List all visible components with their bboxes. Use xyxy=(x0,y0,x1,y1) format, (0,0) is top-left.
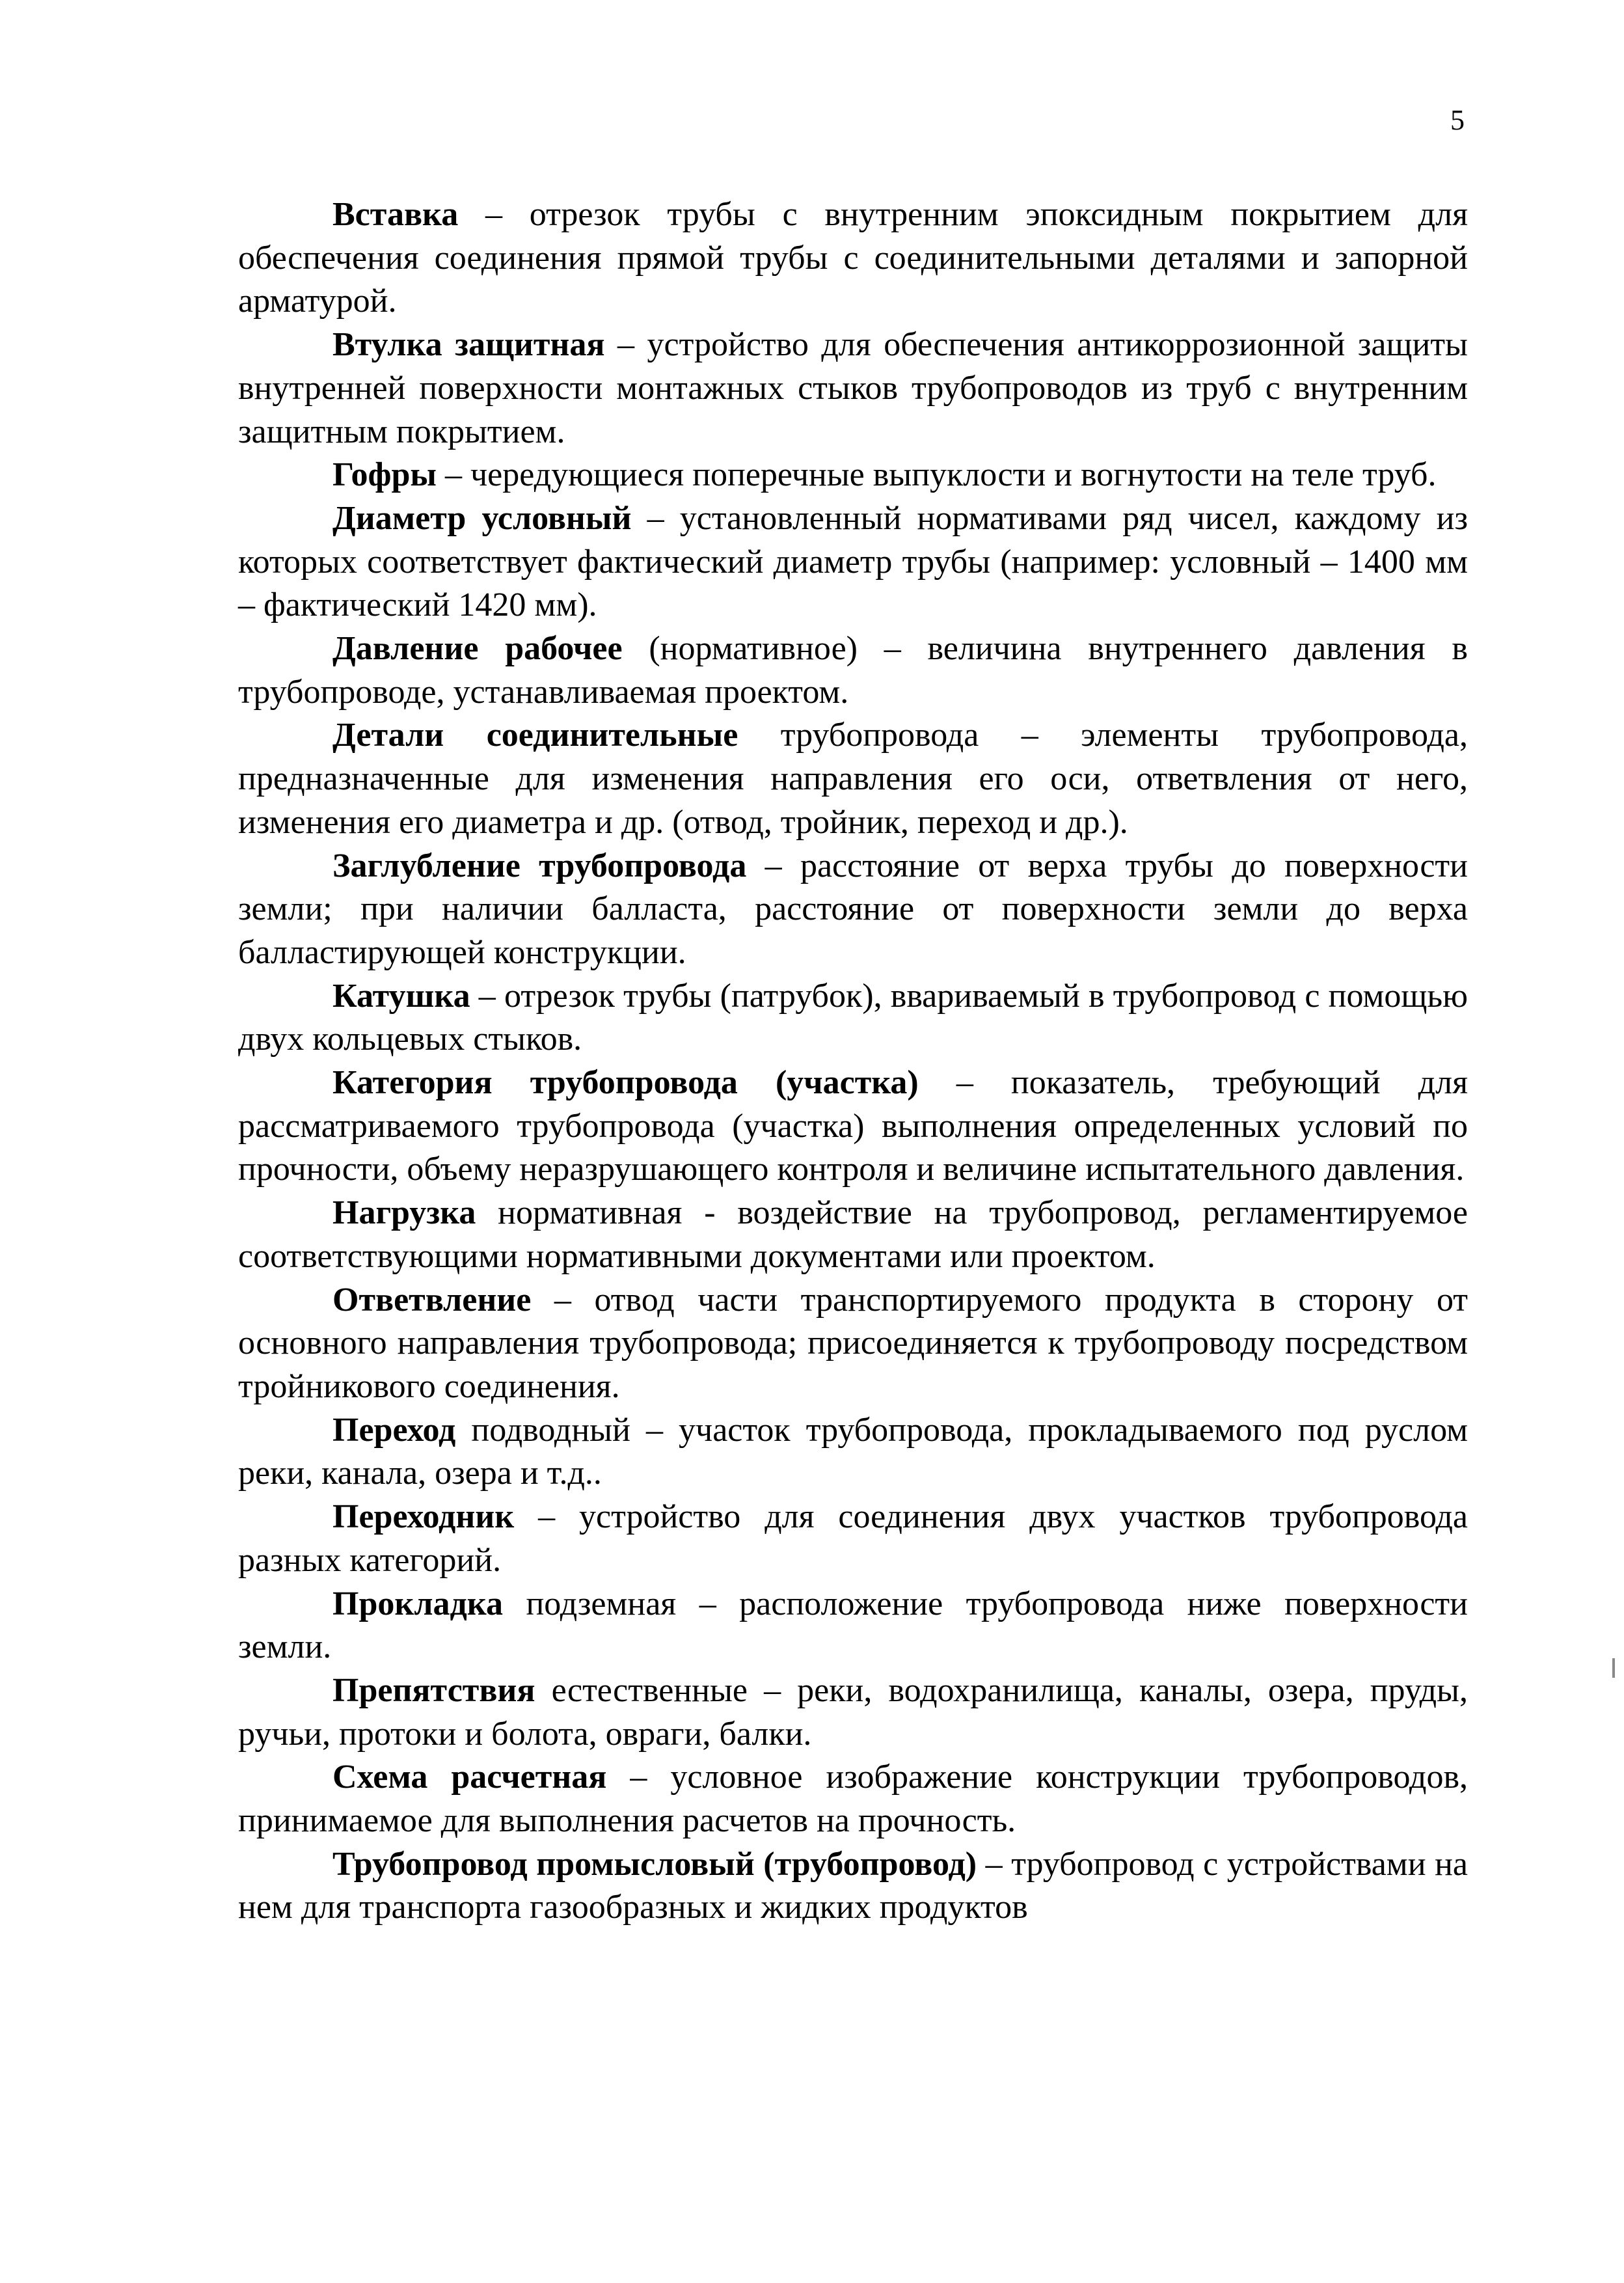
entry-term: Нагрузка xyxy=(332,1194,476,1232)
entry-definition: – установленный нормативами ряд чисел, каждому из которых соответствует фактический диаметр трубы (например: условный – 1400 мм – фактический 1420 мм). xyxy=(238,499,1468,624)
glossary-entry xyxy=(238,454,1468,497)
glossary-entry xyxy=(238,1669,1468,1756)
glossary-entry xyxy=(238,1843,1468,1930)
entry-definition: – устройство для соединения двух участков трубопровода разных категорий. xyxy=(238,1498,1468,1579)
glossary-entry xyxy=(238,714,1468,844)
glossary-entry xyxy=(238,1496,1468,1582)
glossary-entry xyxy=(238,323,1468,454)
entry-definition: – показатель, требующий для рассматриваемого трубопровода (участка) выполнения определенных условий по прочности, объему неразрушающего контроля и величине испытательного давления. xyxy=(238,1064,1468,1188)
entry-definition: – отрезок трубы (патрубок), ввариваемый в трубопровод с помощью двух кольцевых стыков. xyxy=(238,977,1468,1058)
entry-term: Схема расчетная xyxy=(332,1758,607,1796)
glossary-entry xyxy=(238,497,1468,627)
glossary-entry xyxy=(238,627,1468,714)
entry-definition: подземная – расположение трубопровода ниже поверхности земли. xyxy=(238,1585,1468,1666)
entry-term: Гофры xyxy=(332,456,437,494)
glossary-entry xyxy=(238,1279,1468,1409)
entry-definition: нормативная - воздействие на трубопровод, регламентируемое соответствующими нормативными документами или проектом. xyxy=(238,1194,1468,1275)
entry-term: Переход xyxy=(332,1411,456,1449)
entry-term: Категория трубопровода (участка) xyxy=(332,1064,919,1102)
glossary-entry xyxy=(238,1409,1468,1496)
glossary-entry xyxy=(238,845,1468,975)
glossary-entry xyxy=(238,1061,1468,1192)
glossary-entry xyxy=(238,1583,1468,1669)
entry-definition: – отрезок трубы с внутренним эпоксидным покрытием для обеспечения соединения прямой трубы с соединительными деталями и запорной арматурой. xyxy=(238,196,1468,320)
scan-edge-mark xyxy=(1612,1658,1615,1678)
glossary-entry xyxy=(238,193,1468,323)
entry-term: Детали соединительные xyxy=(332,717,738,754)
entry-definition: естественные – реки, водохранилища, каналы, озера, пруды, ручьи, протоки и болота, овраги, балки. xyxy=(238,1671,1468,1753)
entry-term: Заглубление трубопровода xyxy=(332,847,747,884)
entry-definition: – отвод части транспортируемого продукта в сторону от основного направления трубопровода; присоединяется к трубопроводу посредством тройникового соединения. xyxy=(238,1281,1468,1405)
entry-term: Трубопровод промысловый (трубопровод) xyxy=(332,1845,977,1883)
entry-definition: (нормативное) – величина внутреннего давления в трубопроводе, устанавливаемая проектом. xyxy=(238,630,1468,711)
entry-term: Диаметр условный xyxy=(332,499,632,537)
glossary-list xyxy=(238,193,1468,1930)
entry-term: Втулка защитная xyxy=(332,326,605,364)
entry-term: Вставка xyxy=(332,196,459,233)
entry-term: Препятствия xyxy=(332,1671,535,1709)
entry-definition: – устройство для обеспечения антикоррозионной защиты внутренней поверхности монтажных стыков трубопроводов из труб с внутренним защитным покрытием. xyxy=(238,326,1468,450)
entry-term: Прокладка xyxy=(332,1585,503,1622)
glossary-entry xyxy=(238,1756,1468,1842)
entry-definition: – чередующиеся поперечные выпуклости и вогнутости на теле труб. xyxy=(437,456,1437,494)
glossary-entry xyxy=(238,1192,1468,1278)
entry-term: Переходник xyxy=(332,1498,515,1536)
page-number: 5 xyxy=(1450,104,1465,136)
entry-definition: – расстояние от верха трубы до поверхности земли; при наличии балласта, расстояние от поверхности земли до верха балластирующей конструкции. xyxy=(238,847,1468,971)
entry-term: Ответвление xyxy=(332,1281,532,1319)
entry-term: Катушка xyxy=(332,977,470,1015)
entry-definition: – условное изображение конструкции трубопроводов, принимаемое для выполнения расчетов на прочность. xyxy=(238,1758,1468,1840)
entry-term: Давление рабочее xyxy=(332,630,623,668)
entry-definition: трубопровода – элементы трубопровода, предназначенные для изменения направления его оси, ответвления от него, изменения его диаметра и др. (отвод, тройник, переход и др.). xyxy=(238,717,1468,841)
entry-definition: – трубопровод с устройствами на нем для транспорта газообразных и жидких продуктов xyxy=(238,1845,1468,1926)
entry-definition: подводный – участок трубопровода, прокладываемого под руслом реки, канала, озера и т.д.. xyxy=(238,1411,1468,1492)
glossary-entry xyxy=(238,975,1468,1061)
